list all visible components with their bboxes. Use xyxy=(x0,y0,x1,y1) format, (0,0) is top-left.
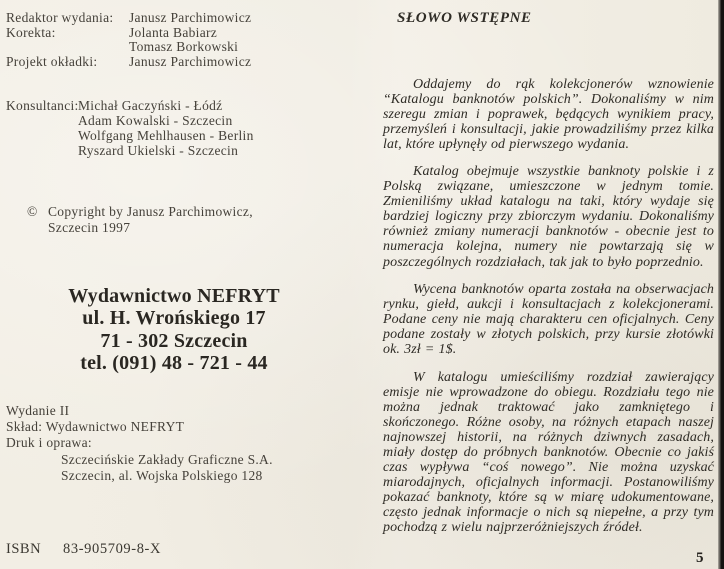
foreword-title: SŁOWO WSTĘPNE xyxy=(397,10,532,26)
credits-block xyxy=(6,11,368,70)
credit-value: Tomasz Borkowski xyxy=(129,39,239,55)
publisher-city: 71 - 302 Szczecin xyxy=(100,329,248,352)
printer-address: Szczecin, al. Wojska Polskiego 128 xyxy=(61,467,263,483)
consultant-name: Adam Kowalski - Szczecin xyxy=(78,113,233,129)
credit-value: Janusz Parchimowicz xyxy=(129,10,252,25)
foreword-page xyxy=(383,0,714,535)
credit-label xyxy=(6,40,129,55)
publisher-phone: tel. (091) 48 - 721 - 44 xyxy=(80,352,268,375)
scan-edge-shadow xyxy=(718,0,724,569)
consultant-name: Ryszard Ukielski - Szczecin xyxy=(78,143,239,159)
credit-label: Projekt okładki: xyxy=(6,54,98,70)
foreword-paragraph: Wycena banknotów oparta została na obserwacjach rynku, giełd, aukcji i konsultacjach z kolekcjonerami. Podane ceny nie mają charakteru cen oficjalnych. Ceny podane zostały w złotych polskich, przy kursie złotówki ok. 3zł = 1$. xyxy=(383,281,714,357)
foreword-paragraph: W katalogu umieściliśmy rozdział zawierający emisje nie wprowadzone do obiegu. Rozdziału tego nie można jednak traktować jako zamkniętego i skończonego. Różne osoby, na różnych etapach naszej najnowszej historii, na różnych dziwnych zasadach, miały dostęp do próbnych banknotów. Obecnie co jakiś czas wypływa “coś nowego”. Nie można uzyskać miarodajnych, oficjalnych informacji. Postanowiliśmy pokazać banknoty, które są w miarę udokumentowane, często jednak informacje o nich są niepełne, a przy tym pochodzą z wielu najprzeróżniejszych źródeł. xyxy=(383,369,714,536)
edition-line: Wydanie II xyxy=(6,403,70,418)
edition-block xyxy=(6,403,368,484)
consultants-block xyxy=(6,98,368,159)
copyright-text xyxy=(48,204,253,236)
copyright-line2: Szczecin 1997 xyxy=(48,219,131,235)
print-line: Druk i oprawa: xyxy=(6,435,92,451)
credit-label: Redaktor wydania: xyxy=(6,10,114,25)
publisher-street: ul. H. Wrońskiego 17 xyxy=(82,307,266,330)
imprint-page xyxy=(6,0,368,558)
publisher-block xyxy=(6,285,342,375)
isbn-row xyxy=(6,541,368,558)
consultant-name: Michał Gaczyński - Łódź xyxy=(78,97,223,113)
credit-label: Korekta: xyxy=(6,24,56,40)
page-number: 5 xyxy=(696,550,704,566)
isbn-number: 83-905709-8-X xyxy=(63,541,162,558)
consultants-label: Konsultanci: xyxy=(6,97,79,113)
isbn-label: ISBN xyxy=(6,541,42,558)
typesetting-line: Skład: Wydawnictwo NEFRYT xyxy=(6,419,185,435)
copyright-block xyxy=(6,204,368,236)
foreword-paragraph: Katalog obejmuje wszystkie banknoty polskie i z Polską związane, umieszczone w jednym tomie. Zmieniliśmy układ katalogu na taki, który wydaje się bardziej logiczny przy zbiorczym wydaniu. Dokonaliśmy również zmiany numeracji banknotów - obecnie jest to numeracja kolejna, numery nie powtarzają się w poszczególnych rozdziałach, tak jak to było poprzednio. xyxy=(383,164,714,270)
copyright-line1: Copyright by Janusz Parchimowicz, xyxy=(48,203,253,219)
foreword-paragraph: Oddajemy do rąk kolekcjonerów wznowienie “Katalogu banknotów polskich”. Dokonaliśmy w nim szeregu zmian i poprawek, będących wynikiem pracy, przemyśleń i konsultacji, jakie prowadziliśmy przez kilka lat, które upłynęły od pierwszego wydania. xyxy=(383,77,714,153)
consultants-names xyxy=(78,98,368,159)
consultant-name: Wolfgang Mehlhausen - Berlin xyxy=(78,128,254,144)
credit-value: Janusz Parchimowicz xyxy=(129,54,252,70)
credit-value: Jolanta Babiarz xyxy=(129,24,218,40)
printer-name: Szczecińskie Zakłady Graficzne S.A. xyxy=(61,451,273,467)
publisher-name: Wydawnictwo NEFRYT xyxy=(68,284,280,307)
copyright-icon: © xyxy=(27,203,38,219)
